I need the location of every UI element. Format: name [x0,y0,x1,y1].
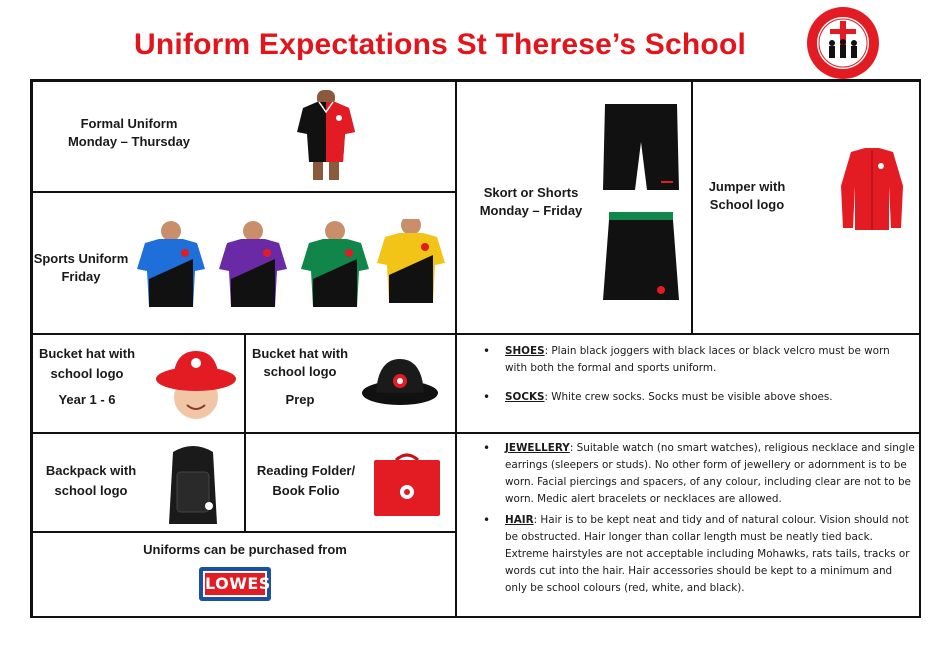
hat-prep-cell [245,334,456,433]
skort-shorts-cell [456,81,692,334]
jumper-cell [692,81,921,334]
sports-uniform-label [33,250,129,286]
hat-year-line2: school logo [50,366,124,381]
hat-year-cell [32,334,245,433]
sports-label-line2: Friday [61,269,101,284]
uniform-table [30,79,921,618]
hat-prep-line2: school logo [263,364,337,379]
hat-year-label [35,345,139,409]
jewellery-hair-cell [456,433,921,618]
formal-label-line1: Formal Uniform [80,116,178,131]
formal-label-line2: Monday – Thursday [67,134,191,149]
backpack-cell [32,433,245,532]
sports-label-line1: Sports Uniform [33,251,129,266]
folder-image [372,450,442,522]
hat-year-line3: Year 1 - 6 [58,392,116,407]
backpack-label [37,462,145,500]
skort-shorts-label [463,184,599,220]
jumper-label-line2: School logo [709,197,785,212]
shoes-text: : Plain black joggers with black laces or black velcro must be worn with both the formal and sports uniform. [505,345,890,374]
purchase-cell [32,532,456,618]
shoes-rule [483,343,911,377]
bottoms-label-line2: Monday – Friday [479,203,583,218]
page-title: Uniform Expectations St Therese’s School [133,28,747,61]
formal-uniform-cell [32,81,456,192]
sports-uniform-cell [32,192,456,334]
shoes-socks-cell [456,334,921,433]
hair-bullet: • [483,513,491,527]
skort-image [601,212,681,304]
hat-prep-line3: Prep [285,392,315,407]
folder-line1: Reading Folder/ [256,463,356,478]
socks-rule [483,389,911,406]
backpack-image [163,444,223,528]
shoes-bullet: • [483,344,491,358]
hat-year-line1: Bucket hat with [38,346,136,361]
bottoms-label-line1: Skort or Shorts [483,185,579,200]
jewellery-key: JEWELLERY [505,442,570,454]
backpack-line2: school logo [54,483,128,498]
lowes-logo-text: LOWES [203,571,267,597]
formal-polo-image [293,88,359,184]
socks-key: SOCKS [505,391,545,403]
school-seal-logo [806,6,880,80]
purchase-label: Uniforms can be purchased from [143,542,347,557]
red-bucket-hat-image [155,345,237,425]
hat-prep-line1: Bucket hat with [251,346,349,361]
shorts-image [601,102,681,194]
hair-text: : Hair is to be kept neat and tidy and of natural colour. Vision should not be obstructed. Hair longer than collar length must be neatly tied back. Extreme hairstyles are not acceptable including Mohawks, rats tails, tracks or words cut into the hair. Hair accessories should be kept to a minimum and only be school colours (red, white, and black). [505,514,910,594]
formal-uniform-label [49,115,209,151]
jewellery-rule [483,440,915,508]
socks-bullet: • [483,390,491,404]
folder-cell [245,433,456,532]
hair-key: HAIR [505,514,534,526]
black-bucket-hat-image [360,349,440,409]
jewellery-bullet: • [483,441,491,455]
hat-prep-label [248,345,352,409]
backpack-line1: Backpack with [45,463,137,478]
socks-text: : White crew socks. Socks must be visible above shoes. [544,391,833,403]
folder-label [250,462,362,500]
jewellery-text: : Suitable watch (no smart watches), religious necklace and single earrings (sleepers or studs). No other form of jewellery or adornment is to be worn. Facial piercings and spacers, of any colour, including clear are not to be worn. Medic alert bracelets or necklaces are allowed. [505,442,915,505]
lowes-logo[interactable] [199,567,271,601]
shoes-key: SHOES [505,345,545,357]
jumper-label-line1: Jumper with [708,179,786,194]
jumper-image [837,146,907,234]
hair-rule [483,512,915,597]
sports-shirts-image [137,219,451,319]
folder-line2: Book Folio [272,483,340,498]
jumper-label [697,178,797,214]
